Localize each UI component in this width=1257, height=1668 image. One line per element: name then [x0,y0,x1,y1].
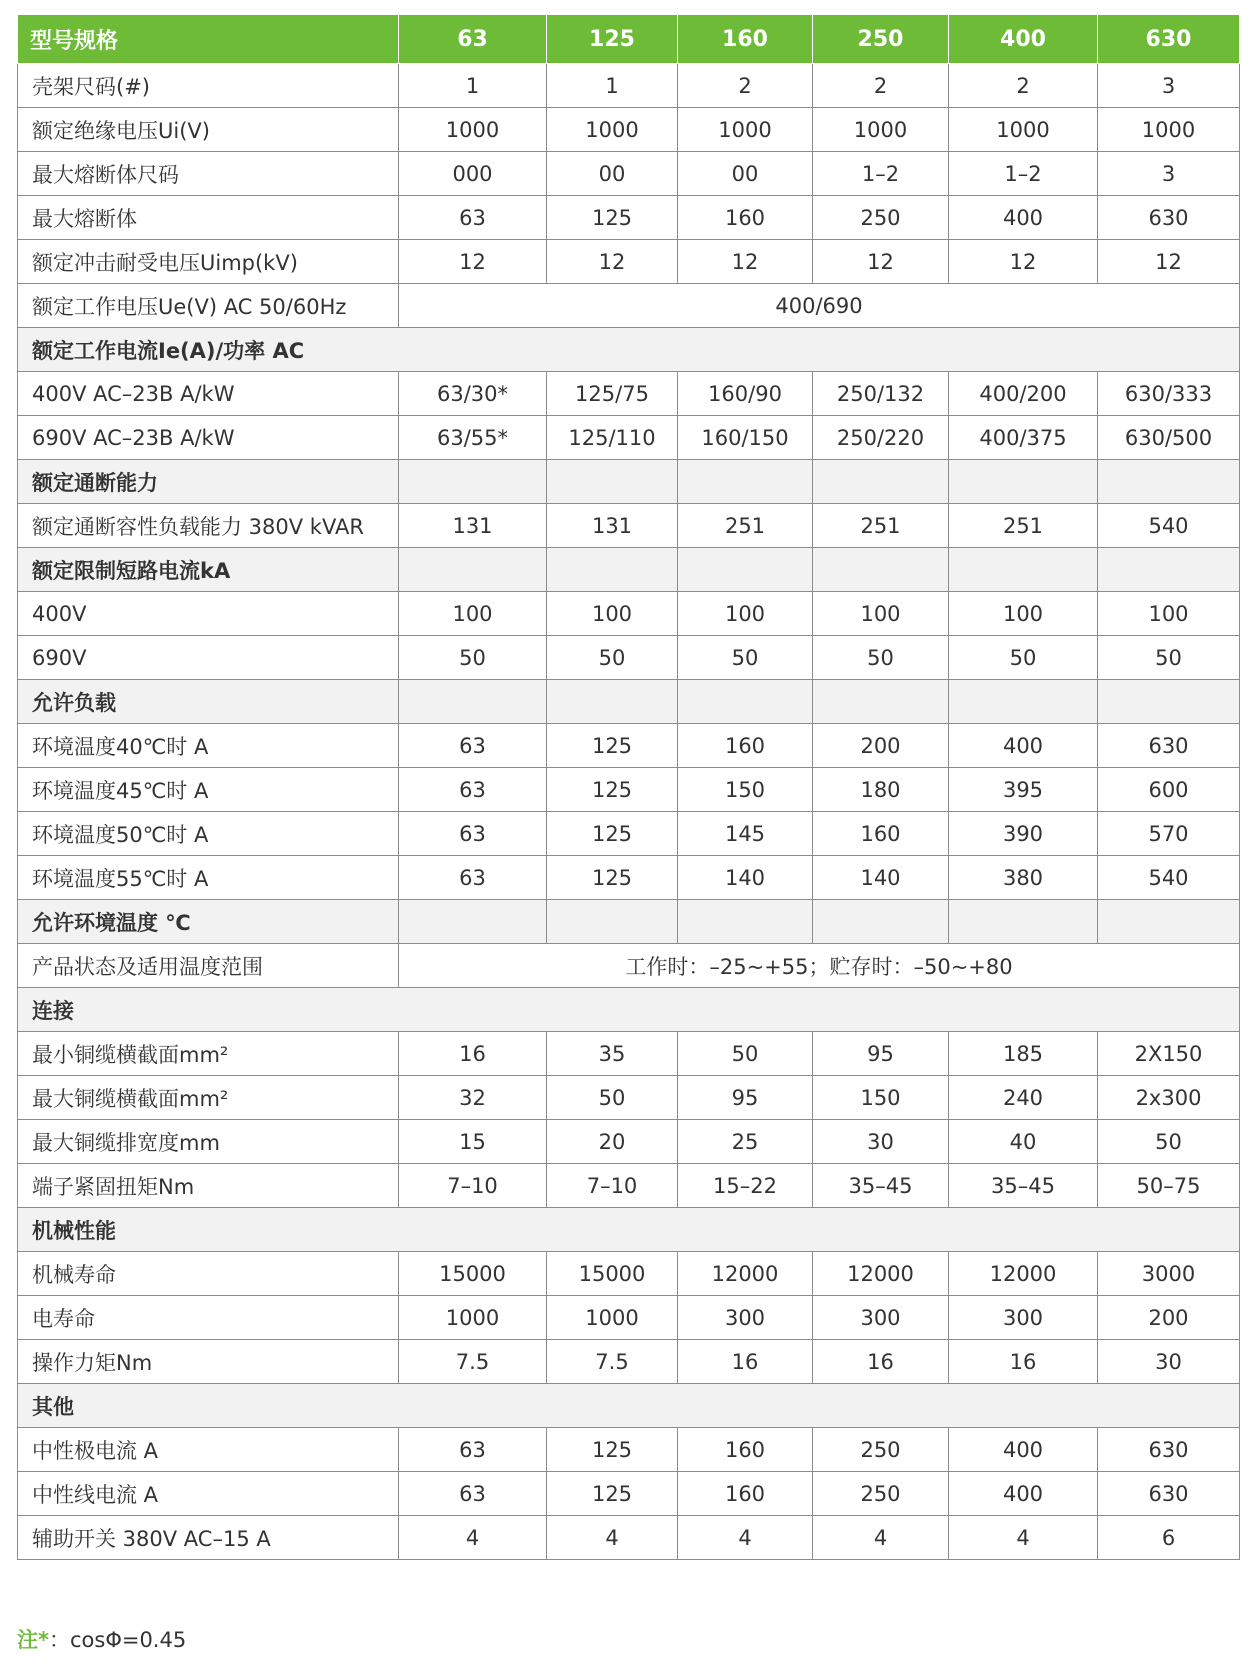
table-cell: 390 [949,812,1098,856]
table-cell: 160 [678,1428,813,1472]
empty-cell [678,460,813,504]
section-label: 连接 [18,988,1240,1032]
table-cell: 12000 [949,1252,1098,1296]
empty-cell [1098,548,1240,592]
table-cell: 35–45 [813,1164,949,1208]
section-row [18,900,1240,944]
table-cell: 160/90 [678,372,813,416]
table-cell: 7–10 [399,1164,547,1208]
table-row [18,1296,1240,1340]
table-cell: 185 [949,1032,1098,1076]
table-cell: 3000 [1098,1252,1240,1296]
table-cell: 125 [547,856,678,900]
table-cell: 63 [399,856,547,900]
row-label: 最大铜缆排宽度mm [18,1120,399,1164]
section-row [18,548,1240,592]
table-cell: 630 [1098,1472,1240,1516]
table-row [18,1472,1240,1516]
empty-cell [813,548,949,592]
table-cell: 63 [399,196,547,240]
table-cell: 50 [547,1076,678,1120]
empty-cell [399,900,547,944]
table-cell: 100 [547,592,678,636]
table-cell: 100 [949,592,1098,636]
table-cell: 540 [1098,504,1240,548]
table-row [18,636,1240,680]
table-cell: 570 [1098,812,1240,856]
header-col: 250 [813,15,949,64]
empty-cell [1098,900,1240,944]
table-header-row [18,15,1240,64]
table-row [18,372,1240,416]
section-row [18,988,1240,1032]
table-cell: 63 [399,1428,547,1472]
empty-cell [949,548,1098,592]
table-cell: 630 [1098,1428,1240,1472]
table-cell: 380 [949,856,1098,900]
table-cell: 1–2 [813,152,949,196]
table-cell: 12 [399,240,547,284]
table-cell: 15–22 [678,1164,813,1208]
table-cell: 12 [1098,240,1240,284]
section-label: 允许负载 [18,680,399,724]
table-cell: 2 [678,64,813,108]
header-col: 125 [547,15,678,64]
table-cell: 3 [1098,64,1240,108]
table-cell: 125 [547,196,678,240]
table-cell: 145 [678,812,813,856]
table-row [18,812,1240,856]
table-row [18,1164,1240,1208]
empty-cell [949,460,1098,504]
row-label: 产品状态及适用温度范围 [18,944,399,988]
row-label: 电寿命 [18,1296,399,1340]
row-label: 端子紧固扭矩Nm [18,1164,399,1208]
table-cell: 160 [678,196,813,240]
table-cell: 125/75 [547,372,678,416]
table-row [18,1428,1240,1472]
table-cell: 251 [678,504,813,548]
table-cell: 300 [678,1296,813,1340]
table-row [18,504,1240,548]
table-cell: 200 [813,724,949,768]
table-cell: 1000 [678,108,813,152]
table-cell: 50 [1098,636,1240,680]
table-row [18,856,1240,900]
header-col: 63 [399,15,547,64]
empty-cell [399,548,547,592]
table-cell: 50 [399,636,547,680]
section-row [18,328,1240,372]
table-row [18,1516,1240,1560]
table-cell: 95 [813,1032,949,1076]
table-cell: 63/55* [399,416,547,460]
table-cell: 00 [678,152,813,196]
table-cell: 1–2 [949,152,1098,196]
table-cell: 180 [813,768,949,812]
table-cell: 140 [813,856,949,900]
row-label: 额定冲击耐受电压Uimp(kV) [18,240,399,284]
row-label: 环境温度40℃时 A [18,724,399,768]
table-row [18,284,1240,328]
table-row [18,196,1240,240]
table-cell: 35–45 [949,1164,1098,1208]
table-cell: 1000 [1098,108,1240,152]
table-cell: 4 [399,1516,547,1560]
table-cell: 540 [1098,856,1240,900]
empty-cell [1098,460,1240,504]
table-body [18,64,1240,1560]
section-row [18,1208,1240,1252]
header-col: 630 [1098,15,1240,64]
row-label: 最大熔断体 [18,196,399,240]
table-cell: 7.5 [399,1340,547,1384]
table-row [18,1032,1240,1076]
empty-cell [813,900,949,944]
table-cell: 250/220 [813,416,949,460]
table-cell: 1000 [949,108,1098,152]
table-cell: 95 [678,1076,813,1120]
row-label: 机械寿命 [18,1252,399,1296]
empty-cell [399,460,547,504]
table-cell: 12 [678,240,813,284]
table-cell: 12000 [678,1252,813,1296]
table-cell: 125/110 [547,416,678,460]
table-cell: 160/150 [678,416,813,460]
table-cell: 251 [949,504,1098,548]
empty-cell [678,900,813,944]
table-cell: 100 [399,592,547,636]
table-cell: 35 [547,1032,678,1076]
row-label: 壳架尺码(#) [18,64,399,108]
table-cell: 50 [949,636,1098,680]
table-cell: 100 [1098,592,1240,636]
header-col: 160 [678,15,813,64]
table-cell: 15000 [399,1252,547,1296]
section-row [18,460,1240,504]
table-cell: 50 [1098,1120,1240,1164]
table-cell: 63 [399,812,547,856]
table-cell: 250 [813,196,949,240]
table-cell: 2 [949,64,1098,108]
table-cell: 1000 [813,108,949,152]
row-label: 中性极电流 A [18,1428,399,1472]
table-cell: 6 [1098,1516,1240,1560]
table-cell: 300 [813,1296,949,1340]
table-cell: 125 [547,812,678,856]
row-label: 环境温度55℃时 A [18,856,399,900]
row-label: 400V [18,592,399,636]
table-cell: 630/500 [1098,416,1240,460]
table-cell: 30 [813,1120,949,1164]
table-row [18,416,1240,460]
table-cell: 1000 [399,108,547,152]
table-cell: 15 [399,1120,547,1164]
table-cell: 630 [1098,724,1240,768]
spec-table [17,14,1240,1560]
empty-cell [813,680,949,724]
header-col: 400 [949,15,1098,64]
empty-cell [547,900,678,944]
section-row [18,680,1240,724]
table-cell: 600 [1098,768,1240,812]
table-cell: 50 [813,636,949,680]
section-label: 额定限制短路电流kA [18,548,399,592]
table-cell: 1000 [547,1296,678,1340]
row-label: 额定绝缘电压Ui(V) [18,108,399,152]
table-cell: 12000 [813,1252,949,1296]
table-cell: 63/30* [399,372,547,416]
table-cell: 50–75 [1098,1164,1240,1208]
table-cell: 4 [949,1516,1098,1560]
table-row [18,1076,1240,1120]
empty-cell [547,680,678,724]
row-label: 最大铜缆横截面mm² [18,1076,399,1120]
table-row [18,64,1240,108]
table-cell: 400/200 [949,372,1098,416]
row-label: 额定通断容性负载能力 380V kVAR [18,504,399,548]
table-cell-span: 工作时：–25~+55；贮存时：–50~+80 [399,944,1240,988]
table-row [18,724,1240,768]
table-cell-span: 400/690 [399,284,1240,328]
table-cell: 630 [1098,196,1240,240]
empty-cell [1098,680,1240,724]
section-row [18,1384,1240,1428]
empty-cell [399,680,547,724]
table-cell: 12 [949,240,1098,284]
table-cell: 160 [678,724,813,768]
footnote-mark: 注* [17,1628,49,1652]
section-label: 允许环境温度 ℃ [18,900,399,944]
table-cell: 2 [813,64,949,108]
row-label: 690V AC–23B A/kW [18,416,399,460]
table-cell: 400 [949,1472,1098,1516]
table-cell: 30 [1098,1340,1240,1384]
table-cell: 400/375 [949,416,1098,460]
table-cell: 15000 [547,1252,678,1296]
row-label: 690V [18,636,399,680]
table-row [18,152,1240,196]
footnote [17,1624,186,1654]
table-cell: 000 [399,152,547,196]
table-cell: 12 [813,240,949,284]
section-label: 额定工作电流Ie(A)/功率 AC [18,328,1240,372]
row-label: 中性线电流 A [18,1472,399,1516]
table-cell: 00 [547,152,678,196]
empty-cell [547,460,678,504]
section-label: 额定通断能力 [18,460,399,504]
row-label: 环境温度45℃时 A [18,768,399,812]
table-cell: 50 [678,1032,813,1076]
table-cell: 125 [547,1428,678,1472]
empty-cell [949,680,1098,724]
table-cell: 1000 [399,1296,547,1340]
table-cell: 2X150 [1098,1032,1240,1076]
table-row [18,108,1240,152]
empty-cell [678,680,813,724]
table-cell: 32 [399,1076,547,1120]
row-label: 环境温度50℃时 A [18,812,399,856]
empty-cell [813,460,949,504]
row-label: 400V AC–23B A/kW [18,372,399,416]
table-cell: 250 [813,1472,949,1516]
empty-cell [949,900,1098,944]
section-label: 机械性能 [18,1208,1240,1252]
table-cell: 160 [678,1472,813,1516]
table-cell: 100 [678,592,813,636]
table-cell: 150 [678,768,813,812]
table-cell: 125 [547,724,678,768]
table-cell: 125 [547,768,678,812]
table-cell: 1 [547,64,678,108]
table-cell: 400 [949,196,1098,240]
table-cell: 1 [399,64,547,108]
table-cell: 131 [547,504,678,548]
row-label: 操作力矩Nm [18,1340,399,1384]
table-cell: 240 [949,1076,1098,1120]
table-cell: 300 [949,1296,1098,1340]
empty-cell [678,548,813,592]
table-row [18,1340,1240,1384]
table-cell: 16 [813,1340,949,1384]
table-row [18,1252,1240,1296]
table-cell: 63 [399,724,547,768]
row-label: 辅助开关 380V AC–15 A [18,1516,399,1560]
table-cell: 160 [813,812,949,856]
table-cell: 250/132 [813,372,949,416]
table-cell: 395 [949,768,1098,812]
table-cell: 250 [813,1428,949,1472]
table-cell: 4 [678,1516,813,1560]
table-cell: 7.5 [547,1340,678,1384]
table-cell: 400 [949,724,1098,768]
table-row [18,240,1240,284]
table-cell: 12 [547,240,678,284]
table-row [18,944,1240,988]
table-cell: 25 [678,1120,813,1164]
empty-cell [547,548,678,592]
table-cell: 131 [399,504,547,548]
footnote-text: ：cosΦ=0.45 [48,1628,187,1652]
table-cell: 63 [399,1472,547,1516]
table-cell: 3 [1098,152,1240,196]
table-cell: 630/333 [1098,372,1240,416]
section-label: 其他 [18,1384,1240,1428]
table-cell: 50 [678,636,813,680]
table-cell: 1000 [547,108,678,152]
table-cell: 63 [399,768,547,812]
table-cell: 400 [949,1428,1098,1472]
table-cell: 16 [949,1340,1098,1384]
table-cell: 125 [547,1472,678,1516]
table-cell: 4 [547,1516,678,1560]
table-cell: 200 [1098,1296,1240,1340]
table-row [18,768,1240,812]
table-cell: 40 [949,1120,1098,1164]
table-cell: 50 [547,636,678,680]
table-cell: 150 [813,1076,949,1120]
row-label: 最大熔断体尺码 [18,152,399,196]
table-row [18,592,1240,636]
table-cell: 251 [813,504,949,548]
table-cell: 140 [678,856,813,900]
table-cell: 7–10 [547,1164,678,1208]
header-label: 型号规格 [18,15,399,64]
table-cell: 16 [399,1032,547,1076]
row-label: 最小铜缆横截面mm² [18,1032,399,1076]
table-cell: 100 [813,592,949,636]
row-label: 额定工作电压Ue(V) AC 50/60Hz [18,284,399,328]
table-cell: 2x300 [1098,1076,1240,1120]
table-cell: 16 [678,1340,813,1384]
table-row [18,1120,1240,1164]
table-cell: 4 [813,1516,949,1560]
table-cell: 20 [547,1120,678,1164]
